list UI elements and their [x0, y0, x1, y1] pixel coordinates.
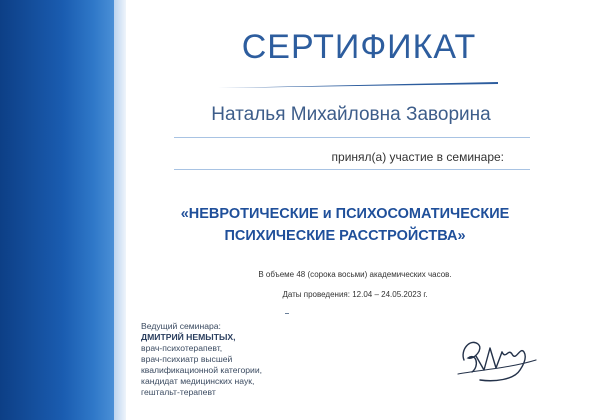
decorative-side-band-highlight	[114, 0, 126, 420]
recipient-divider	[174, 137, 530, 138]
lead-credential: врач-психотерапевт,	[141, 343, 223, 353]
seminar-lead-block	[141, 321, 361, 398]
seminar-title-line-1: «НЕВРОТИЧЕСКИЕ и ПСИХОСОМАТИЧЕСКИЕ	[180, 206, 510, 222]
participation-text: принял(а) участие в семинаре:	[331, 150, 504, 164]
lead-label: Ведущий семинара:	[141, 321, 221, 331]
certificate-title: СЕРТИФИКАТ	[241, 28, 477, 66]
lead-credential: врач-психиатр высшей	[141, 354, 233, 364]
lead-credential: кандидат медицинских наук,	[141, 376, 255, 386]
small-dash-mark	[285, 313, 289, 314]
seminar-title-line-2: ПСИХИЧЕСКИЕ РАССТРОЙСТВА»	[224, 228, 466, 244]
seminar-dates: Даты проведения: 12.04 – 24.05.2023 г.	[282, 290, 428, 299]
lead-name: ДМИТРИЙ НЕМЫТЫХ,	[141, 332, 236, 342]
decorative-side-band	[0, 0, 114, 420]
lead-credential: гештальт-терапевт	[141, 387, 216, 397]
seminar-title	[140, 203, 550, 247]
recipient-name: Наталья Михайловна Заворина	[211, 104, 491, 125]
title-underline-swoosh	[218, 82, 498, 88]
handwritten-signature	[450, 330, 542, 388]
participation-divider	[174, 169, 530, 170]
lead-credential: квалификационной категории,	[141, 365, 263, 375]
academic-hours: В объеме 48 (сорока восьми) академических часов.	[258, 270, 452, 279]
